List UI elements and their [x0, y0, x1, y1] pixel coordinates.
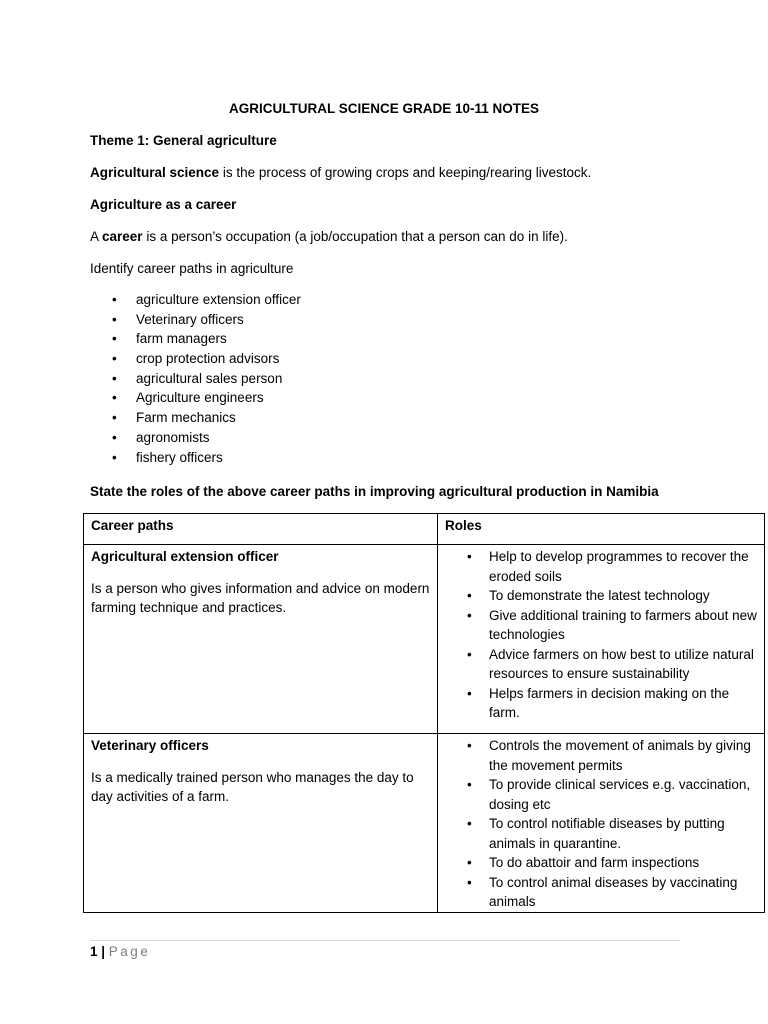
career-cell [84, 734, 438, 913]
table-row [84, 734, 765, 913]
role-item: • Give additional training to farmers about new technologies [445, 606, 758, 645]
list-item: • agronomists [90, 428, 301, 448]
list-item: • Agriculture engineers [90, 388, 301, 408]
career-heading: Agriculture as a career [90, 197, 237, 212]
theme-heading: Theme 1: General agriculture [90, 133, 277, 148]
role-item: • Controls the movement of animals by giving the movement permits [445, 736, 758, 775]
list-item: • agriculture extension officer [90, 290, 301, 310]
career-definition-paragraph [90, 227, 568, 247]
career-definition-text: is a person’s occupation (a job/occupation that a person can do in life). [142, 229, 568, 244]
list-item: • farm managers [90, 329, 301, 349]
header-roles: Roles [438, 514, 765, 545]
role-item: • To do abattoir and farm inspections [445, 853, 758, 873]
definition-paragraph [90, 163, 591, 183]
career-description: Is a medically trained person who manages the day to day activities of a farm. [91, 769, 414, 804]
page-label: Page [108, 944, 151, 959]
roles-list [445, 547, 758, 723]
career-name: Agricultural extension officer [91, 549, 279, 564]
header-career-paths: Career paths [84, 514, 438, 545]
roles-question: State the roles of the above career paths in improving agricultural production in Namibia [90, 484, 659, 499]
career-definition-term: career [102, 229, 143, 244]
list-item: • agricultural sales person [90, 369, 301, 389]
table-row [84, 545, 765, 734]
career-description: Is a person who gives information and advice on modern farming technique and practices. [91, 580, 430, 615]
role-item: • To control animal diseases by vaccinating animals [445, 873, 758, 912]
list-item: • Veterinary officers [90, 310, 301, 330]
role-item: • To control notifiable diseases by putting animals in quarantine. [445, 814, 758, 853]
list-item: • Farm mechanics [90, 408, 301, 428]
page-number: 1 [90, 944, 98, 959]
role-item: • Advice farmers on how best to utilize natural resources to ensure sustainability [445, 645, 758, 684]
career-definition-prefix: A [90, 229, 103, 244]
page-footer [90, 942, 150, 962]
identify-text: Identify career paths in agriculture [90, 261, 294, 276]
role-item: • To provide clinical services e.g. vaccination, dosing etc [445, 775, 758, 814]
roles-cell [438, 545, 765, 734]
list-item: • fishery officers [90, 448, 301, 468]
table-header-row [84, 514, 765, 545]
role-item: • Helps farmers in decision making on the farm. [445, 684, 758, 723]
career-paths-list [90, 290, 301, 467]
role-item: • Help to develop programmes to recover the eroded soils [445, 547, 758, 586]
footer-separator: | [97, 944, 109, 959]
career-name: Veterinary officers [91, 738, 209, 753]
list-item: • crop protection advisors [90, 349, 301, 369]
document-title: AGRICULTURAL SCIENCE GRADE 10-11 NOTES [228, 101, 540, 116]
career-cell [84, 545, 438, 734]
definition-text: is the process of growing crops and keeping/rearing livestock. [219, 165, 592, 180]
roles-list [445, 736, 758, 912]
footer-divider [90, 940, 680, 941]
role-item: • To demonstrate the latest technology [445, 586, 758, 606]
roles-table [83, 513, 765, 913]
definition-term: Agricultural science [90, 165, 220, 180]
roles-cell [438, 734, 765, 913]
